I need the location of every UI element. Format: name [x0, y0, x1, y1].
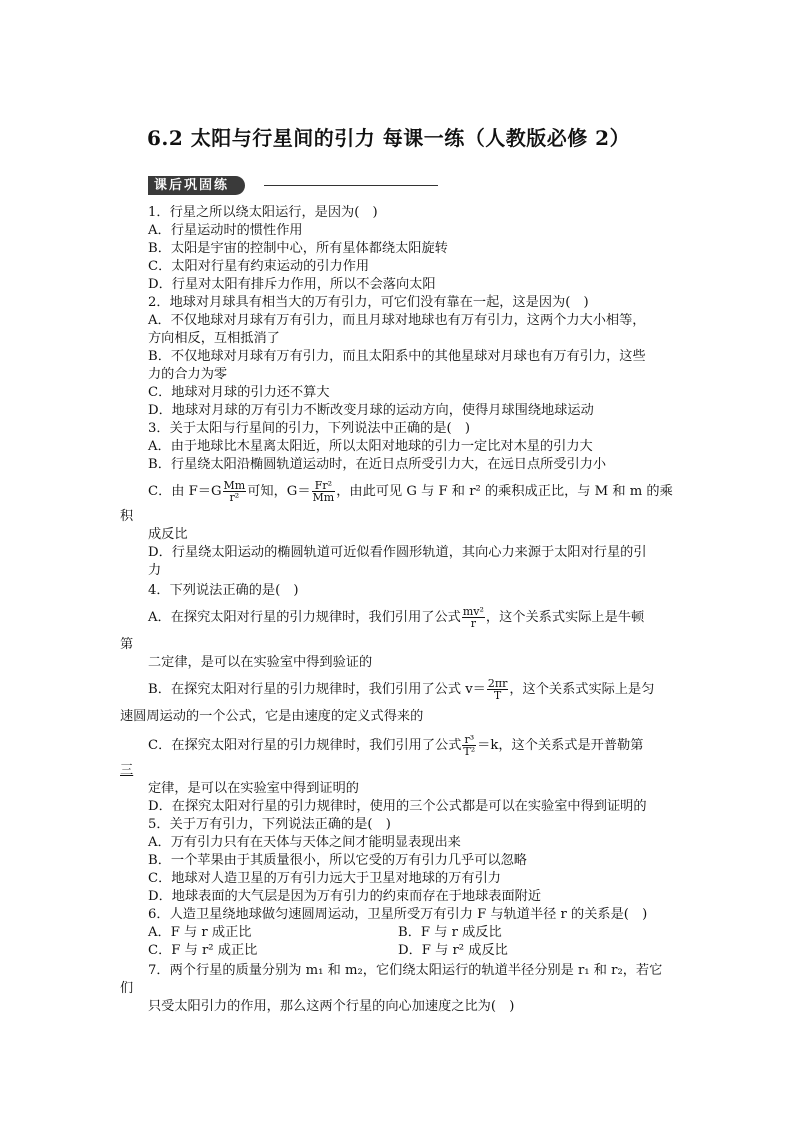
q3-option-d-line2: 力 — [148, 563, 162, 578]
question-2: 2．地球对月球具有相当大的万有引力，可它们没有靠在一起，这是因为( ) — [148, 295, 589, 310]
q4a-text-post: ，这个关系式实际上是牛顿 — [485, 610, 645, 625]
question-3: 3．关于太阳与行星间的引力，下列说法中正确的是( ) — [148, 421, 470, 436]
fraction-mv2-r — [462, 606, 485, 629]
q4-option-a — [148, 606, 644, 629]
q4c-text-pre: C．在探究太阳对行星的引力规律时，我们引用了公式 — [148, 738, 462, 753]
fraction-numerator: r³ — [462, 734, 476, 746]
fraction-numerator: Mm — [223, 479, 246, 492]
q6-option-b: B．F 与 r 成反比 — [398, 925, 502, 940]
q3-option-c — [148, 480, 673, 503]
q2-option-a-line2: 方向相反，互相抵消了 — [148, 331, 280, 346]
fraction-fr2-mm — [312, 480, 336, 503]
fraction-denominator: T² — [463, 745, 476, 758]
bullet-dot-icon — [248, 181, 257, 190]
fraction-numerator: Fr² — [312, 480, 336, 492]
q1-option-c: C．太阳对行星有约束运动的引力作用 — [148, 259, 370, 274]
fraction-denominator: Mm — [312, 491, 335, 504]
q2-option-b-line2: 力的合力为零 — [148, 367, 228, 382]
question-6: 6．人造卫星绕地球做匀速圆周运动，卫星所受万有引力 F 与轨道半径 r 的关系是( ) — [148, 907, 648, 922]
q7-wrap: 们 — [120, 981, 134, 996]
question-5: 5．关于万有引力，下列说法正确的是( ) — [148, 817, 391, 832]
q4a-wrap: 第 — [120, 637, 134, 652]
q6-option-d: D．F 与 r² 成反比 — [398, 943, 508, 958]
question-4: 4．下列说法正确的是( ) — [148, 583, 299, 598]
q3-option-d-line1: D．行星绕太阳运动的椭圆轨道可近似看作圆形轨道，其向心力来源于太阳对行星的引 — [148, 545, 647, 560]
q3-option-a: A．由于地球比木星离太阳近，所以太阳对地球的引力一定比对木星的引力大 — [148, 439, 593, 454]
q6-option-a: A．F 与 r 成正比 — [148, 925, 252, 940]
q4a-text-pre: A．在探究太阳对行星的引力规律时，我们引用了公式 — [148, 610, 461, 625]
question-7: 7．两个行星的质量分别为 m₁ 和 m₂，它们绕太阳运行的轨道半径分别是 r₁ 和 r₂，若它 — [148, 963, 663, 978]
q3-option-b: B．行星绕太阳沿椭圆轨道运动时，在近日点所受引力大，在远日点所受引力小 — [148, 457, 607, 472]
question-7-line2: 只受太阳引力的作用，那么这两个行星的向心加速度之比为( ) — [148, 999, 515, 1014]
q3c-text-pre: C．由 F＝G — [148, 484, 222, 499]
q4b-text-pre: B．在探究太阳对行星的引力规律时，我们引用了公式 v＝ — [148, 682, 486, 697]
q1-option-b: B．太阳是宇宙的控制中心，所有星体都绕太阳旋转 — [148, 241, 448, 256]
fraction-numerator: 2πr — [487, 677, 508, 690]
q5-option-c: C．地球对人造卫星的万有引力远大于卫星对地球的万有引力 — [148, 871, 501, 886]
q4c-wrap: 三 — [120, 763, 134, 778]
page-title: 6.2 太阳与行星间的引力 每课一练（人教版必修 2） — [147, 126, 631, 150]
fraction-denominator: r — [470, 617, 476, 630]
q4-option-b-line2: 速圆周运动的一个公式，它是由速度的定义式得来的 — [120, 709, 424, 724]
q3c-text-mid: 可知，G＝ — [247, 484, 311, 499]
fraction-r3-t2 — [462, 734, 476, 757]
section-header — [148, 176, 438, 196]
q2-option-d: D．地球对月球的万有引力不断改变月球的运动方向，使得月球围绕地球运动 — [148, 403, 594, 418]
q2-option-c: C．地球对月球的引力还不算大 — [148, 385, 330, 400]
question-1: 1．行星之所以绕太阳运行，是因为( ) — [148, 205, 378, 220]
q3c-wrap: 积 — [120, 509, 134, 524]
fraction-mm-r2 — [223, 480, 247, 503]
q4-option-b — [148, 678, 654, 701]
q4c-text-post: ＝k，这个关系式是开普勒第 — [477, 738, 644, 753]
q3c-text-post: ，由此可见 G 与 F 和 r² 的乘积成正比，与 M 和 m 的乘 — [336, 484, 673, 499]
q3-option-c-line2: 成反比 — [148, 527, 188, 542]
section-rule — [264, 185, 438, 186]
q5-option-a: A．万有引力只有在天体与天体之间才能明显表现出来 — [148, 835, 461, 850]
q5-option-b: B．一个苹果由于其质量很小，所以它受的万有引力几乎可以忽略 — [148, 853, 527, 868]
q1-option-a: A．行星运动时的惯性作用 — [148, 223, 303, 238]
q2-option-b-line1: B．不仅地球对月球有万有引力，而且太阳系中的其他星球对月球也有万有引力，这些 — [148, 349, 646, 364]
q6-option-c: C．F 与 r² 成正比 — [148, 943, 258, 958]
section-label-text: 课后巩固练 — [154, 178, 230, 193]
q5-option-d: D．地球表面的大气层是因为万有引力的约束而存在于地球表面附近 — [148, 889, 542, 904]
q2-option-a-line1: A．不仅地球对月球有万有引力，而且月球对地球也有万有引力，这两个力大小相等， — [148, 313, 646, 328]
q4-option-a-line2: 二定律，是可以在实验室中得到验证的 — [148, 655, 373, 670]
fraction-denominator: r² — [229, 491, 240, 504]
q4-option-c-line2: 定律，是可以在实验室中得到证明的 — [148, 781, 359, 796]
q4-option-d: D．在探究太阳对行星的引力规律时，使用的三个公式都是可以在实验室中得到证明的 — [148, 799, 647, 814]
fraction-numerator: mv² — [462, 605, 484, 618]
q1-option-d: D．行星对太阳有排斥力作用，所以不会落向太阳 — [148, 277, 436, 292]
section-label — [148, 176, 245, 195]
q4-option-c — [148, 734, 643, 757]
fraction-denominator: T — [493, 689, 502, 702]
q4b-text-post: ，这个关系式实际上是匀 — [509, 682, 655, 697]
fraction-2pir-t — [487, 678, 509, 701]
